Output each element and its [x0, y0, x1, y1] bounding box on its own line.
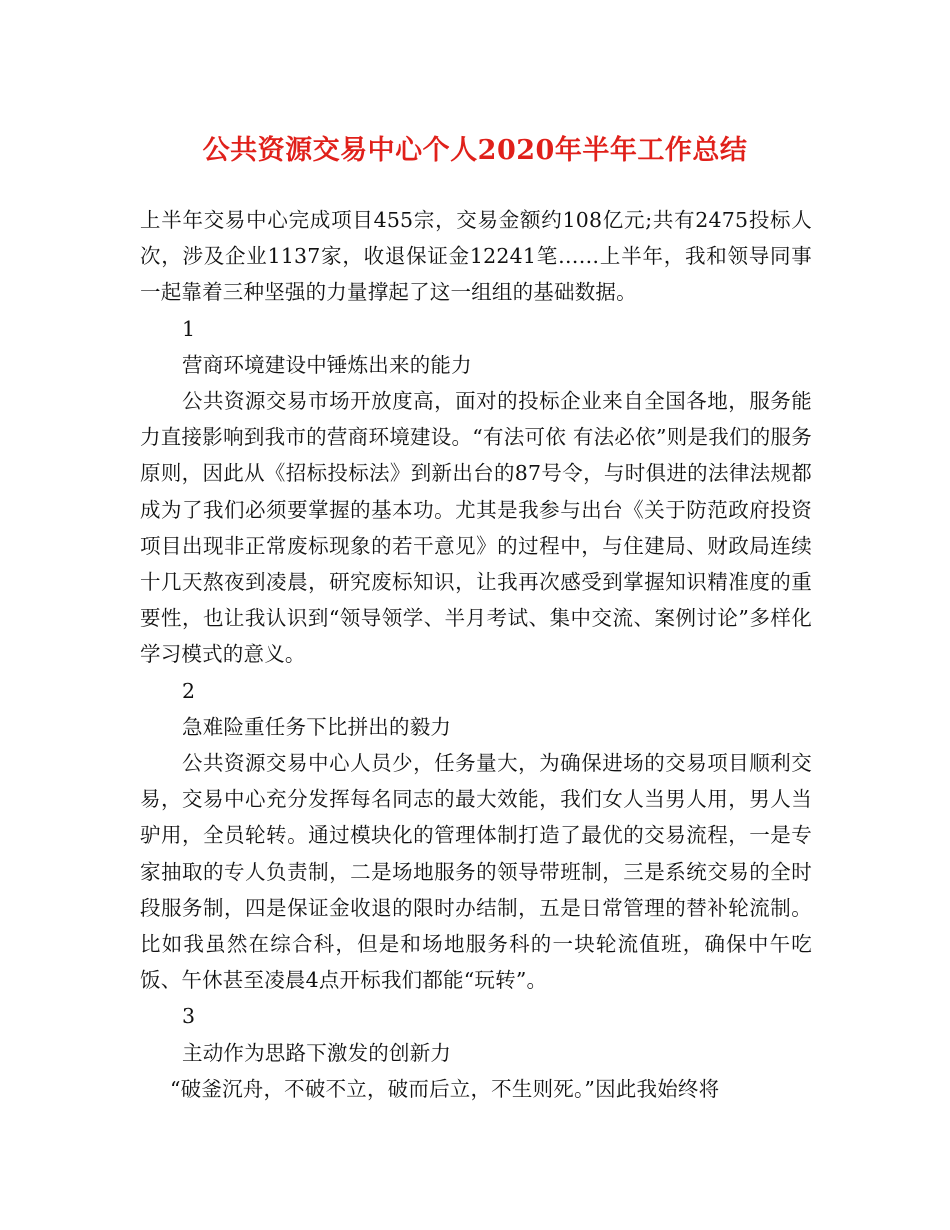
section-heading: 主动作为思路下激发的创新力	[182, 1040, 452, 1065]
section-paragraph: 公共资源交易市场开放度高，面对的投标企业来自全国各地，服务能力直接影响到我市的营商环境建设。“有法可依 有法必依”则是我们的服务原则，因此从《招标投标法》到新出台的87号令，与时俱进的法律法规都成为了我们必须要掌握的基本功。尤其是我参与出台《关于防范政府投资项目出现非正常废标现象的若干意见》的过程中，与住建局、财政局连续十几天熬夜到凌晨，研究废标知识，让我再次感受到掌握知识精准度的重要性，也让我认识到“领导领学、半月考试、集中交流、案例讨论”多样化学习模式的意义。	[140, 389, 812, 667]
section-number: 3	[182, 1004, 196, 1029]
document-body	[140, 202, 812, 1107]
section-number: 1	[182, 316, 196, 341]
document-title: 公共资源交易中心个人2020年半年工作总结	[202, 135, 748, 166]
section-heading: 营商环境建设中锤炼出来的能力	[182, 352, 472, 377]
section-paragraph: 公共资源交易中心人员少，任务量大，为确保进场的交易项目顺利交易，交易中心充分发挥每名同志的最大效能，我们女人当男人用，男人当驴用，全员轮转。通过模块化的管理体制打造了最优的交易流程，一是专家抽取的专人负责制，二是场地服务的领导带班制，三是系统交易的全时段服务制，四是保证金收退的限时办结制，五是日常管理的替补轮流制。比如我虽然在综合科，但是和场地服务科的一块轮流值班，确保中午吃饭、午休甚至凌晨4点开标我们都能“玩转”。	[140, 751, 812, 993]
section-paragraph: “破釜沉舟，不破不立，破而后立，不生则死。”因此我始终将	[170, 1076, 720, 1101]
intro-paragraph: 上半年交易中心完成项目455宗，交易金额约108亿元;共有2475投标人次，涉及企业1137家，收退保证金12241笔……上半年，我和领导同事一起靠着三种坚强的力量撑起了这一组组的基础数据。	[140, 208, 812, 305]
section-number: 2	[182, 678, 196, 703]
section-heading: 急难险重任务下比拼出的毅力	[182, 714, 452, 739]
